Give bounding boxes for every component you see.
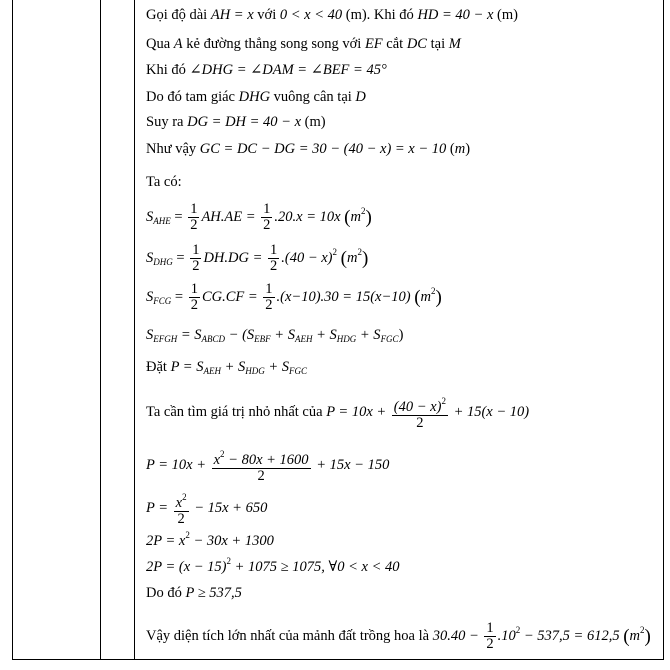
table-border-left bbox=[12, 0, 13, 660]
table-column-divider bbox=[100, 0, 101, 660]
line-5: Suy ra DG = DH = 40 − x (m) bbox=[146, 114, 326, 130]
formula-s-ahe: $S_{AHE}$ = $\frac{1}{2}$ AH.AE = $\frac{1}{2}$ .20.x = 10x $(m^2)$ bbox=[146, 201, 372, 234]
formula-2p: $2P = x^2 - 30x + 1300$ bbox=[146, 530, 274, 549]
formula-2p-square: $2P = (x - 15)^2 + 1075 \ge 1075$, ∀0 < x < 40 bbox=[146, 556, 400, 575]
formula-p-expand: P = 10x + $\frac{x^2 - 80x + 1600}{2}$ + 15x − 150 bbox=[146, 449, 390, 484]
formula-s-fcg: $S_{FCG}$ = $\frac{1}{2}$ CG.CF = $\frac{1}{2}$ .(x−10).30 = 15(x−10) $(m^2)$ bbox=[146, 281, 442, 314]
table-column-divider bbox=[134, 0, 135, 660]
line-2: Qua A kẻ đường thẳng song song với EF cắt DC tại M bbox=[146, 36, 461, 52]
table-border-right bbox=[663, 0, 664, 660]
line-4: Do đó tam giác DHG vuông cân tại D bbox=[146, 89, 366, 105]
line-find-min: Ta cần tìm giá trị nhỏ nhất của P = 10x + $\frac{(40 - x)^2}{2}$ + 15(x − 10) bbox=[146, 396, 530, 431]
line-define-p: Đặt $P = S_{AEH} + S_{HDG} + S_{FGC}$ bbox=[146, 359, 308, 376]
formula-s-efgh: $S_{EFGH} = S_{ABCD} - (S_{EBF} + S_{AEH} + S_{HDG} + S_{FGC})$ bbox=[146, 327, 404, 344]
formula-p-simplify: P = $\frac{x^2}{2}$ − 15x + 650 bbox=[146, 492, 268, 527]
line-conclusion-p: Do đó P ≥ 537,5 bbox=[146, 585, 242, 601]
line-7: Ta có: bbox=[146, 174, 182, 190]
line-final-answer: Vậy diện tích lớn nhất của mảnh đất trồng hoa là 30.40 − $\frac{1}{2}$ $.10^2 - 537,5 = 612,5$ $(m^2)$ bbox=[146, 620, 651, 653]
formula-s-dhg: $S_{DHG}$ = $\frac{1}{2}$ DH.DG = $\frac{1}{2}$ $.(40 - x)^2$ $(m^2)$ bbox=[146, 242, 369, 275]
line-6: Như vậy GC = DC − DG = 30 − (40 − x) = x − 10 (m) bbox=[146, 141, 471, 157]
line-1: Gọi độ dài AH = x với 0 < x < 40 (m). Khi đó HD = 40 − x (m) bbox=[146, 7, 518, 23]
line-3: Khi đó ∠DHG = ∠DAM = ∠BEF = 45° bbox=[146, 62, 387, 78]
table-border-bottom bbox=[12, 659, 664, 660]
